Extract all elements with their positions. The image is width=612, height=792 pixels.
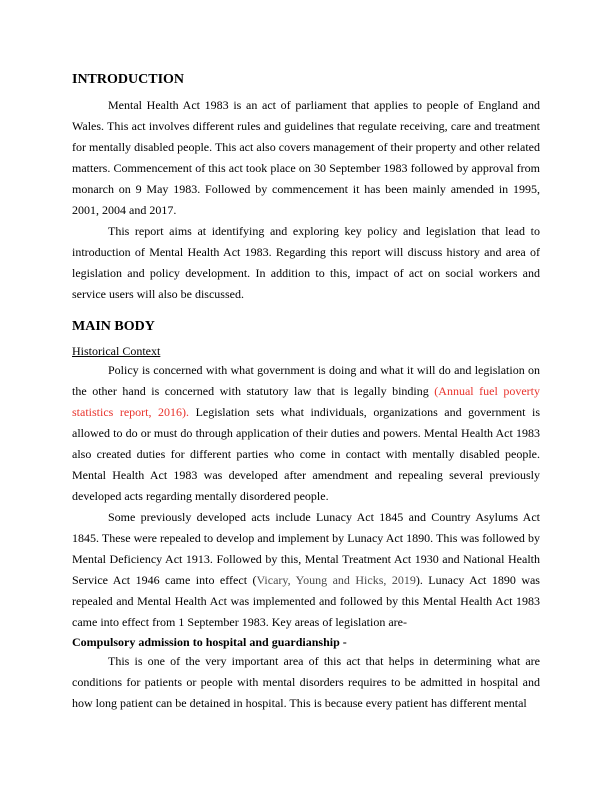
intro-paragraph-1: Mental Health Act 1983 is an act of parliament that applies to people of England and Wales. This act involves different rules and guidelines that regulate receiving, care and treatment for mentally disabled people. This act also covers management of their property and other related matters. Commencement of this act took place on 30 September 1983 followed by approval from monarch on 9 May 1983. Followed by commencement it has been mainly amended in 1995, 2001, 2004 and 2017. <box>72 98 540 217</box>
main-body-heading: MAIN BODY <box>72 319 155 334</box>
compulsory-admission-heading: Compulsory admission to hospital and guardianship - <box>72 635 347 649</box>
main-p1-text-a: Policy is concerned with what government is doing and what it will do and legislation on the other hand is concerned with statutory law that is legally binding <box>72 363 540 398</box>
main-p1-text-b: Legislation sets what individuals, organizations and government is allowed to do or must do through application of their duties and powers. Mental Health Act 1983 also created duties for different parties who come in contact with mentally disabled people. Mental Health Act 1983 was developed after amendment and repealing several previously developed acts regarding mentally disordered people. <box>72 405 540 503</box>
main-paragraph-1 <box>72 360 540 507</box>
main-paragraph-3: This is one of the very important area of this act that helps in determining what are conditions for patients or people with mental disorders requires to be admitted in hospital and how long patient can be detained in hospital. This is because every patient has different mental <box>72 654 540 710</box>
main-p2-text-a: Some previously developed acts include Lunacy Act 1845 and Country Asylums Act 1845. These were repealed to develop and implement by Lunacy Act 1890. This was followed by Mental Deficiency Act 1913. Followed by this, Mental Treatment Act 1930 and National Health Service Act 1946 came into effect ( <box>72 510 540 587</box>
document-page <box>72 71 540 714</box>
citation-vicary: Vicary, Young and Hicks, 2019 <box>256 573 416 587</box>
introduction-heading: INTRODUCTION <box>72 72 185 87</box>
intro-paragraph-2: This report aims at identifying and exploring key policy and legislation that lead to introduction of Mental Health Act 1983. Regarding this report will discuss history and area of legislation and policy development. In addition to this, impact of act on social workers and service users will also be discussed. <box>72 224 540 301</box>
citation-fuel-poverty: (Annual fuel poverty statistics report, 2016). <box>72 384 540 419</box>
main-p2-text-b: ). Lunacy Act 1890 was repealed and Mental Health Act was implemented and followed by this Mental Health Act 1983 came into effect from 1 September 1983. Key areas of legislation are- <box>72 573 540 629</box>
historical-context-subheading: Historical Context <box>72 344 161 358</box>
main-paragraph-2 <box>72 507 540 633</box>
